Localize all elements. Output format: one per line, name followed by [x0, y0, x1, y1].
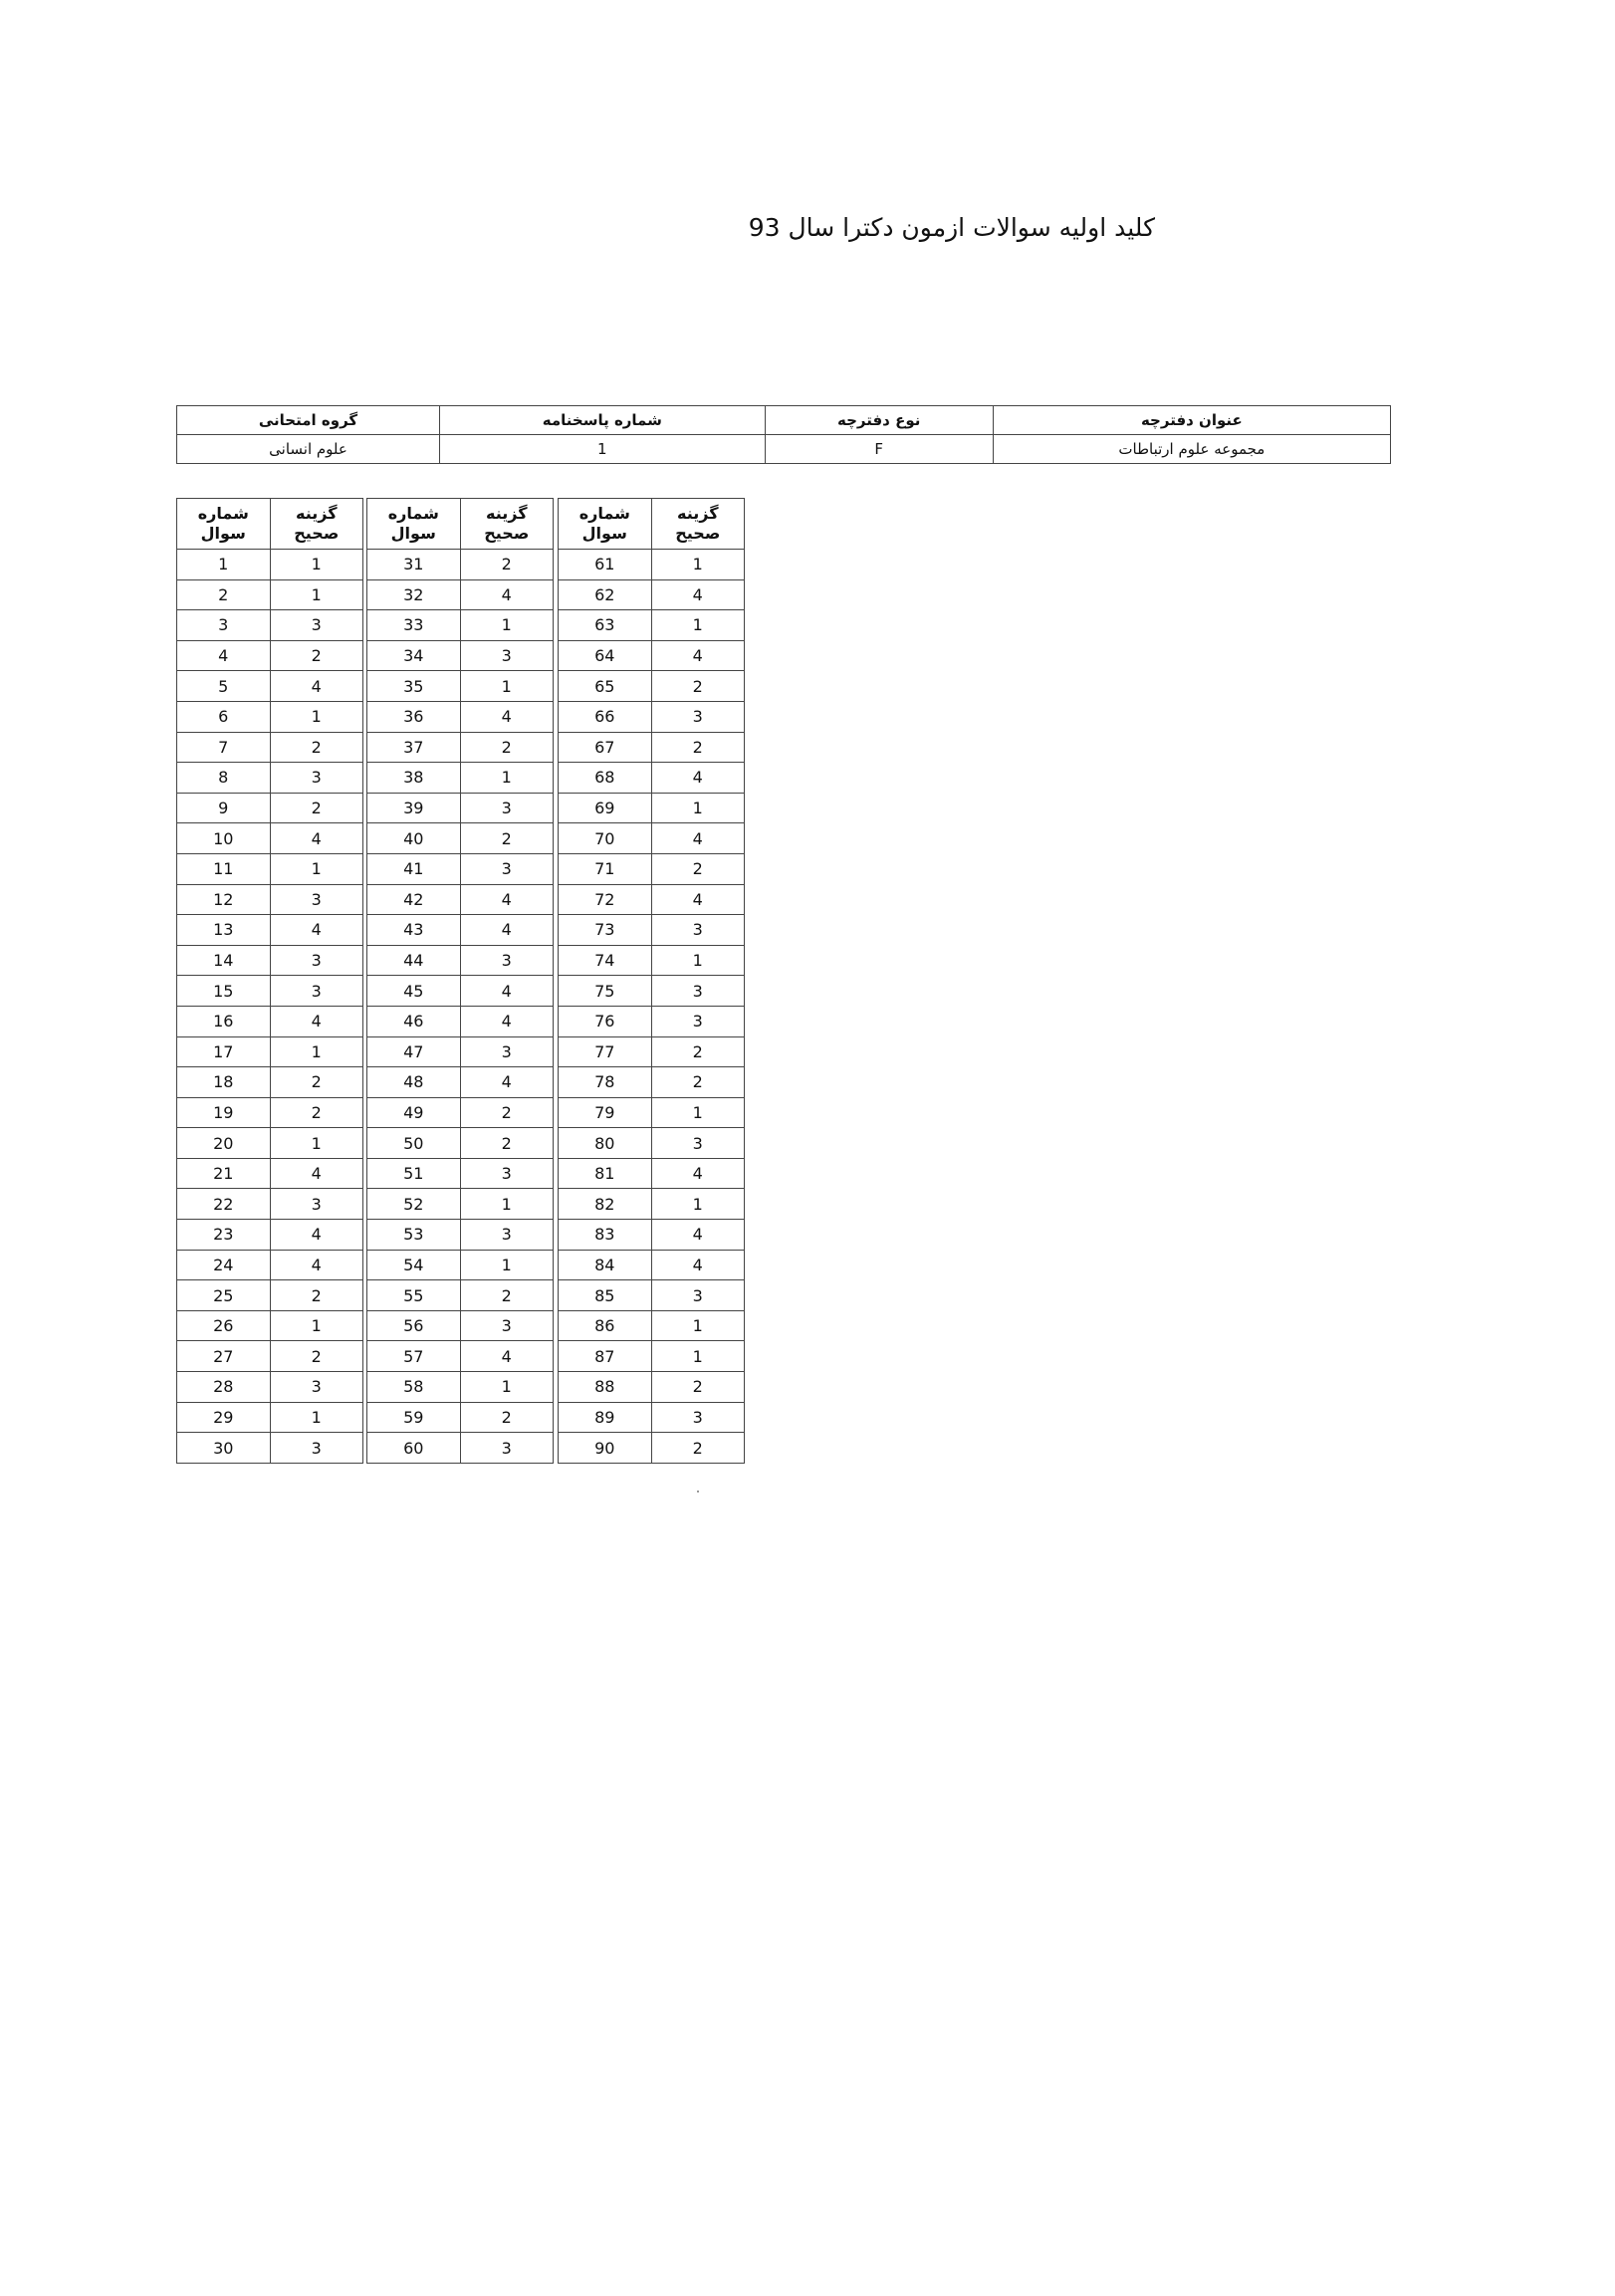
- question-number-cell: 57: [367, 1341, 461, 1372]
- question-number-cell: 22: [177, 1189, 271, 1220]
- question-number-cell: 37: [367, 732, 461, 763]
- correct-option-cell: 1: [460, 1189, 554, 1220]
- correct-option-cell: 4: [651, 1250, 745, 1280]
- answer-key-row: [367, 1341, 554, 1372]
- booklet-type-header: نوع دفترچه: [765, 406, 993, 435]
- answer-key-row: [177, 1220, 363, 1251]
- answer-key-row: [177, 610, 363, 641]
- correct-option-cell: 2: [651, 1433, 745, 1464]
- answer-key-row: [177, 1006, 363, 1036]
- correct-option-cell: 3: [270, 1189, 363, 1220]
- answer-key-table-61-90: [558, 498, 745, 1464]
- question-number-cell: 8: [177, 763, 271, 794]
- question-number-cell: 12: [177, 884, 271, 915]
- answer-key-row: [559, 579, 745, 610]
- correct-option-cell: 1: [270, 853, 363, 884]
- question-number-cell: 74: [559, 945, 652, 976]
- correct-option-cell: 2: [270, 640, 363, 671]
- answer-key-row: [177, 701, 363, 732]
- answer-key-row: [177, 1250, 363, 1280]
- answer-key-row: [177, 550, 363, 580]
- answer-sheet-number-header: شماره پاسخنامه: [439, 406, 765, 435]
- question-number-cell: 76: [559, 1006, 652, 1036]
- correct-option-cell: 4: [270, 823, 363, 854]
- correct-option-cell: 4: [651, 763, 745, 794]
- answer-key-row: [367, 1433, 554, 1464]
- question-number-cell: 43: [367, 915, 461, 946]
- question-number-cell: 60: [367, 1433, 461, 1464]
- booklet-title-value: مجموعه علوم ارتباطات: [993, 435, 1390, 464]
- question-number-cell: 59: [367, 1402, 461, 1433]
- answer-key-row: [559, 915, 745, 946]
- question-number-cell: 9: [177, 793, 271, 823]
- answer-key-row: [177, 1158, 363, 1189]
- correct-option-cell: 4: [460, 1067, 554, 1098]
- answer-key-row: [559, 976, 745, 1007]
- correct-option-header: گزینه صحیح: [460, 499, 554, 550]
- answer-key-row: [177, 915, 363, 946]
- question-number-cell: 11: [177, 853, 271, 884]
- answer-key-row: [559, 1220, 745, 1251]
- correct-option-cell: 3: [460, 1220, 554, 1251]
- question-number-cell: 40: [367, 823, 461, 854]
- answer-key-row: [559, 945, 745, 976]
- correct-option-cell: 4: [270, 1220, 363, 1251]
- question-number-cell: 58: [367, 1372, 461, 1403]
- correct-option-cell: 4: [460, 1006, 554, 1036]
- answer-key-row: [559, 853, 745, 884]
- scan-speck: [697, 1491, 699, 1492]
- correct-option-cell: 1: [270, 1128, 363, 1159]
- answer-key-header: [177, 499, 363, 550]
- correct-option-cell: 2: [270, 1067, 363, 1098]
- answer-key-row: [177, 1036, 363, 1067]
- booklet-info-header-row: [177, 406, 1391, 435]
- question-number-cell: 89: [559, 1402, 652, 1433]
- answer-key-row: [177, 671, 363, 702]
- correct-option-cell: 4: [460, 915, 554, 946]
- question-number-cell: 85: [559, 1280, 652, 1311]
- correct-option-cell: 1: [651, 610, 745, 641]
- answer-key-row: [367, 793, 554, 823]
- question-number-cell: 66: [559, 701, 652, 732]
- correct-option-cell: 2: [651, 671, 745, 702]
- answer-key-body: [367, 550, 554, 1464]
- correct-option-cell: 2: [270, 793, 363, 823]
- correct-option-cell: 4: [270, 1158, 363, 1189]
- correct-option-cell: 4: [460, 579, 554, 610]
- question-number-cell: 6: [177, 701, 271, 732]
- answer-key-row: [177, 1128, 363, 1159]
- correct-option-cell: 2: [460, 1280, 554, 1311]
- answer-key-row: [559, 823, 745, 854]
- answer-key-row: [367, 550, 554, 580]
- question-number-cell: 72: [559, 884, 652, 915]
- correct-option-cell: 3: [270, 1433, 363, 1464]
- correct-option-cell: 2: [270, 1097, 363, 1128]
- answer-key-row: [559, 640, 745, 671]
- answer-key-row: [177, 640, 363, 671]
- question-number-cell: 67: [559, 732, 652, 763]
- question-number-cell: 14: [177, 945, 271, 976]
- answer-key-row: [559, 671, 745, 702]
- answer-key-header: [367, 499, 554, 550]
- correct-option-cell: 4: [460, 1341, 554, 1372]
- question-number-cell: 30: [177, 1433, 271, 1464]
- answer-key-row: [177, 1433, 363, 1464]
- question-number-header: شماره سوال: [177, 499, 271, 550]
- correct-option-cell: 4: [460, 976, 554, 1007]
- answer-key-row: [367, 915, 554, 946]
- answer-key-row: [559, 1280, 745, 1311]
- answer-key-table-31-60: [366, 498, 554, 1464]
- answer-key-row: [177, 1310, 363, 1341]
- question-number-cell: 70: [559, 823, 652, 854]
- correct-option-cell: 3: [651, 1402, 745, 1433]
- question-number-cell: 36: [367, 701, 461, 732]
- answer-key-row: [177, 763, 363, 794]
- correct-option-cell: 4: [270, 671, 363, 702]
- answer-key-row: [177, 732, 363, 763]
- question-number-cell: 61: [559, 550, 652, 580]
- question-number-cell: 79: [559, 1097, 652, 1128]
- answer-key-row: [559, 1433, 745, 1464]
- correct-option-cell: 3: [651, 1006, 745, 1036]
- answer-key-row: [367, 1097, 554, 1128]
- answer-key-row: [559, 732, 745, 763]
- booklet-info-value-row: [177, 435, 1391, 464]
- question-number-cell: 32: [367, 579, 461, 610]
- answer-key-row: [367, 763, 554, 794]
- question-number-cell: 33: [367, 610, 461, 641]
- correct-option-cell: 4: [651, 1158, 745, 1189]
- answer-key-row: [367, 701, 554, 732]
- answer-key-row: [177, 1372, 363, 1403]
- answer-key-row: [559, 610, 745, 641]
- answer-key-row: [559, 763, 745, 794]
- question-number-cell: 31: [367, 550, 461, 580]
- question-number-cell: 5: [177, 671, 271, 702]
- answer-key-table-1-30: [176, 498, 363, 1464]
- correct-option-cell: 1: [460, 763, 554, 794]
- correct-option-cell: 2: [460, 1128, 554, 1159]
- correct-option-cell: 2: [460, 823, 554, 854]
- question-number-cell: 1: [177, 550, 271, 580]
- correct-option-cell: 3: [460, 1158, 554, 1189]
- question-number-cell: 71: [559, 853, 652, 884]
- question-number-cell: 25: [177, 1280, 271, 1311]
- correct-option-cell: 3: [270, 884, 363, 915]
- answer-key-row: [177, 823, 363, 854]
- booklet-title-header: عنوان دفترچه: [993, 406, 1390, 435]
- correct-option-cell: 1: [651, 1189, 745, 1220]
- answer-key-row: [177, 1067, 363, 1098]
- correct-option-cell: 2: [270, 1280, 363, 1311]
- exam-group-value: علوم انسانی: [177, 435, 440, 464]
- answer-key-row: [559, 701, 745, 732]
- answer-key-row: [367, 945, 554, 976]
- correct-option-cell: 1: [460, 1250, 554, 1280]
- question-number-cell: 81: [559, 1158, 652, 1189]
- answer-key-row: [367, 1220, 554, 1251]
- answer-key-row: [559, 1189, 745, 1220]
- answer-key-row: [367, 1128, 554, 1159]
- correct-option-cell: 2: [460, 732, 554, 763]
- question-number-cell: 52: [367, 1189, 461, 1220]
- answer-key-row: [177, 1402, 363, 1433]
- correct-option-cell: 3: [460, 1433, 554, 1464]
- answer-key-row: [367, 1310, 554, 1341]
- question-number-cell: 78: [559, 1067, 652, 1098]
- correct-option-cell: 4: [651, 1220, 745, 1251]
- answer-key-body: [177, 550, 363, 1464]
- correct-option-cell: 2: [270, 1341, 363, 1372]
- answer-key-row: [559, 884, 745, 915]
- question-number-cell: 77: [559, 1036, 652, 1067]
- answer-key-row: [177, 853, 363, 884]
- question-number-cell: 90: [559, 1433, 652, 1464]
- question-number-header: شماره سوال: [367, 499, 461, 550]
- question-number-cell: 64: [559, 640, 652, 671]
- question-number-cell: 21: [177, 1158, 271, 1189]
- answer-key-row: [559, 550, 745, 580]
- question-number-cell: 65: [559, 671, 652, 702]
- correct-option-cell: 4: [460, 701, 554, 732]
- answer-key-row: [559, 1158, 745, 1189]
- correct-option-cell: 1: [270, 1402, 363, 1433]
- answer-key-row: [559, 1128, 745, 1159]
- question-number-cell: 80: [559, 1128, 652, 1159]
- correct-option-cell: 2: [460, 1402, 554, 1433]
- answer-key-row: [367, 1250, 554, 1280]
- question-number-cell: 46: [367, 1006, 461, 1036]
- booklet-info-table: [176, 405, 1391, 464]
- correct-option-cell: 1: [651, 1310, 745, 1341]
- answer-key-row: [177, 976, 363, 1007]
- correct-option-cell: 1: [270, 1310, 363, 1341]
- correct-option-header: گزینه صحیح: [651, 499, 745, 550]
- correct-option-cell: 4: [270, 1250, 363, 1280]
- question-number-cell: 27: [177, 1341, 271, 1372]
- answer-key-row: [367, 610, 554, 641]
- correct-option-cell: 3: [460, 793, 554, 823]
- answer-key-row: [367, 1402, 554, 1433]
- question-number-cell: 56: [367, 1310, 461, 1341]
- answer-key-row: [177, 884, 363, 915]
- question-number-cell: 15: [177, 976, 271, 1007]
- question-number-cell: 2: [177, 579, 271, 610]
- correct-option-cell: 3: [270, 945, 363, 976]
- correct-option-cell: 4: [270, 915, 363, 946]
- exam-group-header: گروه امتحانی: [177, 406, 440, 435]
- page-title: کلید اولیه سوالات ازمون دکترا سال 93: [748, 213, 1155, 242]
- question-number-cell: 49: [367, 1097, 461, 1128]
- answer-key-row: [367, 1372, 554, 1403]
- correct-option-cell: 4: [651, 640, 745, 671]
- question-number-cell: 68: [559, 763, 652, 794]
- question-number-cell: 3: [177, 610, 271, 641]
- correct-option-cell: 3: [651, 1280, 745, 1311]
- question-number-cell: 19: [177, 1097, 271, 1128]
- answer-key-row: [177, 1097, 363, 1128]
- answer-key-header: [559, 499, 745, 550]
- correct-option-cell: 1: [651, 550, 745, 580]
- correct-option-cell: 3: [651, 915, 745, 946]
- question-number-cell: 34: [367, 640, 461, 671]
- answer-key-row: [367, 884, 554, 915]
- question-number-cell: 84: [559, 1250, 652, 1280]
- question-number-cell: 54: [367, 1250, 461, 1280]
- correct-option-cell: 2: [460, 1097, 554, 1128]
- answer-key-row: [177, 945, 363, 976]
- question-number-cell: 82: [559, 1189, 652, 1220]
- question-number-cell: 24: [177, 1250, 271, 1280]
- correct-option-cell: 2: [651, 1036, 745, 1067]
- question-number-cell: 16: [177, 1006, 271, 1036]
- question-number-cell: 75: [559, 976, 652, 1007]
- question-number-cell: 18: [177, 1067, 271, 1098]
- correct-option-cell: 3: [460, 1310, 554, 1341]
- question-number-cell: 39: [367, 793, 461, 823]
- question-number-cell: 13: [177, 915, 271, 946]
- answer-key-row: [559, 1341, 745, 1372]
- answer-key-row: [177, 1341, 363, 1372]
- correct-option-cell: 3: [270, 1372, 363, 1403]
- question-number-cell: 42: [367, 884, 461, 915]
- question-number-cell: 38: [367, 763, 461, 794]
- answer-key-row: [367, 1006, 554, 1036]
- question-number-cell: 44: [367, 945, 461, 976]
- question-number-cell: 50: [367, 1128, 461, 1159]
- question-number-cell: 63: [559, 610, 652, 641]
- correct-option-cell: 3: [270, 610, 363, 641]
- correct-option-cell: 3: [460, 945, 554, 976]
- question-number-cell: 69: [559, 793, 652, 823]
- answer-key-row: [367, 823, 554, 854]
- answer-key-row: [559, 1310, 745, 1341]
- question-number-cell: 17: [177, 1036, 271, 1067]
- booklet-type-value: F: [765, 435, 993, 464]
- answer-key-row: [559, 1036, 745, 1067]
- answer-key-row: [367, 853, 554, 884]
- answer-key-row: [177, 579, 363, 610]
- correct-option-cell: 2: [651, 732, 745, 763]
- correct-option-cell: 2: [651, 1067, 745, 1098]
- correct-option-header: گزینه صحیح: [270, 499, 363, 550]
- answer-key-row: [559, 1006, 745, 1036]
- question-number-cell: 23: [177, 1220, 271, 1251]
- correct-option-cell: 3: [460, 1036, 554, 1067]
- correct-option-cell: 4: [651, 579, 745, 610]
- answer-key-row: [367, 732, 554, 763]
- question-number-cell: 20: [177, 1128, 271, 1159]
- question-number-cell: 73: [559, 915, 652, 946]
- question-number-cell: 88: [559, 1372, 652, 1403]
- answer-key-row: [367, 671, 554, 702]
- correct-option-cell: 1: [460, 610, 554, 641]
- question-number-cell: 62: [559, 579, 652, 610]
- correct-option-cell: 4: [270, 1006, 363, 1036]
- answer-key-body: [559, 550, 745, 1464]
- question-number-cell: 86: [559, 1310, 652, 1341]
- correct-option-cell: 3: [460, 853, 554, 884]
- answer-key-row: [367, 640, 554, 671]
- answer-key-row: [367, 1158, 554, 1189]
- answer-key-row: [559, 1372, 745, 1403]
- correct-option-cell: 3: [651, 976, 745, 1007]
- question-number-cell: 28: [177, 1372, 271, 1403]
- correct-option-cell: 3: [270, 763, 363, 794]
- correct-option-cell: 4: [651, 823, 745, 854]
- correct-option-cell: 2: [270, 732, 363, 763]
- correct-option-cell: 3: [651, 1128, 745, 1159]
- question-number-header: شماره سوال: [559, 499, 652, 550]
- answer-key-row: [559, 1402, 745, 1433]
- answer-key-row: [367, 579, 554, 610]
- answer-key-row: [367, 976, 554, 1007]
- correct-option-cell: 1: [270, 701, 363, 732]
- answer-key-row: [177, 1189, 363, 1220]
- answer-key-row: [559, 1097, 745, 1128]
- question-number-cell: 10: [177, 823, 271, 854]
- correct-option-cell: 2: [460, 550, 554, 580]
- question-number-cell: 35: [367, 671, 461, 702]
- question-number-cell: 26: [177, 1310, 271, 1341]
- answer-key-row: [559, 1067, 745, 1098]
- question-number-cell: 47: [367, 1036, 461, 1067]
- answer-key-row: [367, 1189, 554, 1220]
- correct-option-cell: 1: [270, 579, 363, 610]
- answer-key-row: [559, 1250, 745, 1280]
- answer-key-row: [367, 1067, 554, 1098]
- correct-option-cell: 1: [270, 1036, 363, 1067]
- correct-option-cell: 2: [651, 1372, 745, 1403]
- correct-option-cell: 1: [651, 793, 745, 823]
- question-number-cell: 41: [367, 853, 461, 884]
- question-number-cell: 83: [559, 1220, 652, 1251]
- question-number-cell: 48: [367, 1067, 461, 1098]
- correct-option-cell: 1: [651, 1341, 745, 1372]
- correct-option-cell: 1: [460, 1372, 554, 1403]
- correct-option-cell: 3: [270, 976, 363, 1007]
- answer-key-row: [177, 793, 363, 823]
- question-number-cell: 87: [559, 1341, 652, 1372]
- correct-option-cell: 1: [270, 550, 363, 580]
- correct-option-cell: 3: [460, 640, 554, 671]
- answer-sheet-number-value: 1: [439, 435, 765, 464]
- question-number-cell: 29: [177, 1402, 271, 1433]
- question-number-cell: 53: [367, 1220, 461, 1251]
- question-number-cell: 51: [367, 1158, 461, 1189]
- correct-option-cell: 4: [651, 884, 745, 915]
- correct-option-cell: 1: [651, 1097, 745, 1128]
- question-number-cell: 55: [367, 1280, 461, 1311]
- answer-key-row: [367, 1280, 554, 1311]
- answer-key-row: [559, 793, 745, 823]
- question-number-cell: 45: [367, 976, 461, 1007]
- answer-key-row: [177, 1280, 363, 1311]
- correct-option-cell: 1: [651, 945, 745, 976]
- correct-option-cell: 2: [651, 853, 745, 884]
- correct-option-cell: 1: [460, 671, 554, 702]
- question-number-cell: 7: [177, 732, 271, 763]
- correct-option-cell: 3: [651, 701, 745, 732]
- correct-option-cell: 4: [460, 884, 554, 915]
- answer-key-row: [367, 1036, 554, 1067]
- question-number-cell: 4: [177, 640, 271, 671]
